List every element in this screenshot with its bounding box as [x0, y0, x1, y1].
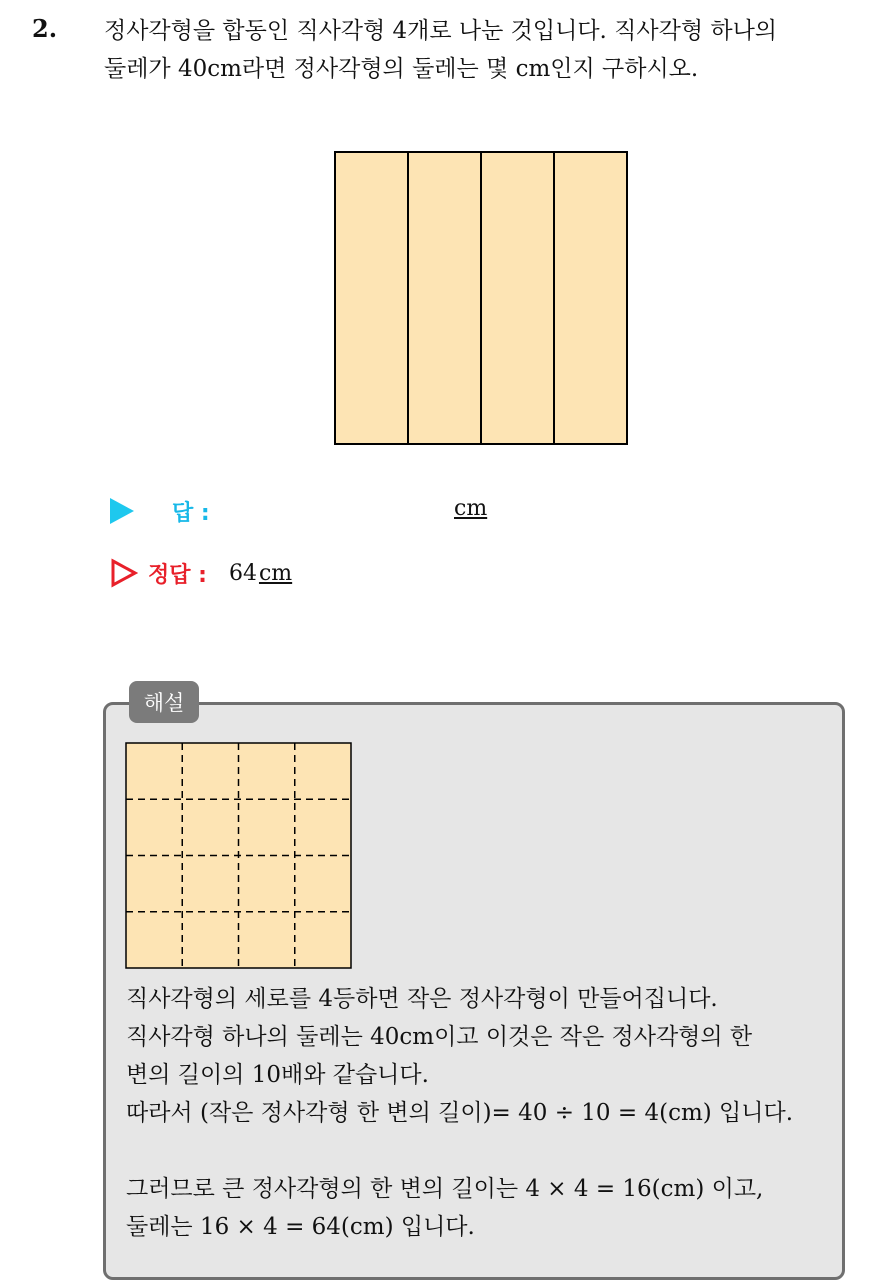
solution-line: 따라서 (작은 정사각형 한 변의 길이)= 40 ÷ 10 = 4(cm) 입니다.: [126, 1100, 794, 1126]
question-number: 2.: [32, 14, 58, 43]
solution-line: 직사각형의 세로를 4등하면 작은 정사각형이 만들어집니다.: [126, 986, 718, 1012]
divided-square-figure: [334, 151, 628, 445]
solution-tag: 해설: [129, 681, 199, 723]
question-text: [104, 12, 874, 88]
filled-triangle-icon: [110, 498, 134, 524]
answer-row: [110, 494, 210, 528]
correct-value-unit: cm: [258, 560, 293, 586]
correct-value-number: 64: [228, 560, 257, 586]
solution-line: 둘레는 16 × 4 = 64(cm) 입니다.: [126, 1214, 475, 1240]
solution-line: 직사각형 하나의 둘레는 40cm이고 이것은 작은 정사각형의 한: [126, 1024, 753, 1050]
rectangle-piece: [408, 152, 481, 444]
solution-line: 그러므로 큰 정사각형의 한 변의 길이는 4 × 4 = 16(cm) 이고,: [126, 1176, 764, 1202]
rectangle-piece: [554, 152, 627, 444]
grid-square-figure: [125, 742, 352, 969]
correct-answer-row: [110, 556, 292, 590]
solution-line: 변의 길이의 10배와 같습니다.: [126, 1062, 429, 1088]
rectangle-piece: [481, 152, 554, 444]
solution-text: [126, 980, 836, 1246]
correct-answer-value: [229, 561, 292, 586]
question-line-1: 정사각형을 합동인 직사각형 4개로 나눈 것입니다. 직사각형 하나의: [104, 18, 778, 44]
rectangle-piece: [335, 152, 408, 444]
outline-triangle-icon: [110, 558, 138, 588]
solution-line: [126, 1132, 836, 1170]
answer-unit: cm: [454, 496, 488, 521]
answer-label: 답 :: [172, 500, 210, 526]
question-line-2: 둘레가 40cm라면 정사각형의 둘레는 몇 cm인지 구하시오.: [104, 56, 699, 82]
correct-answer-label: 정답 :: [148, 562, 207, 588]
